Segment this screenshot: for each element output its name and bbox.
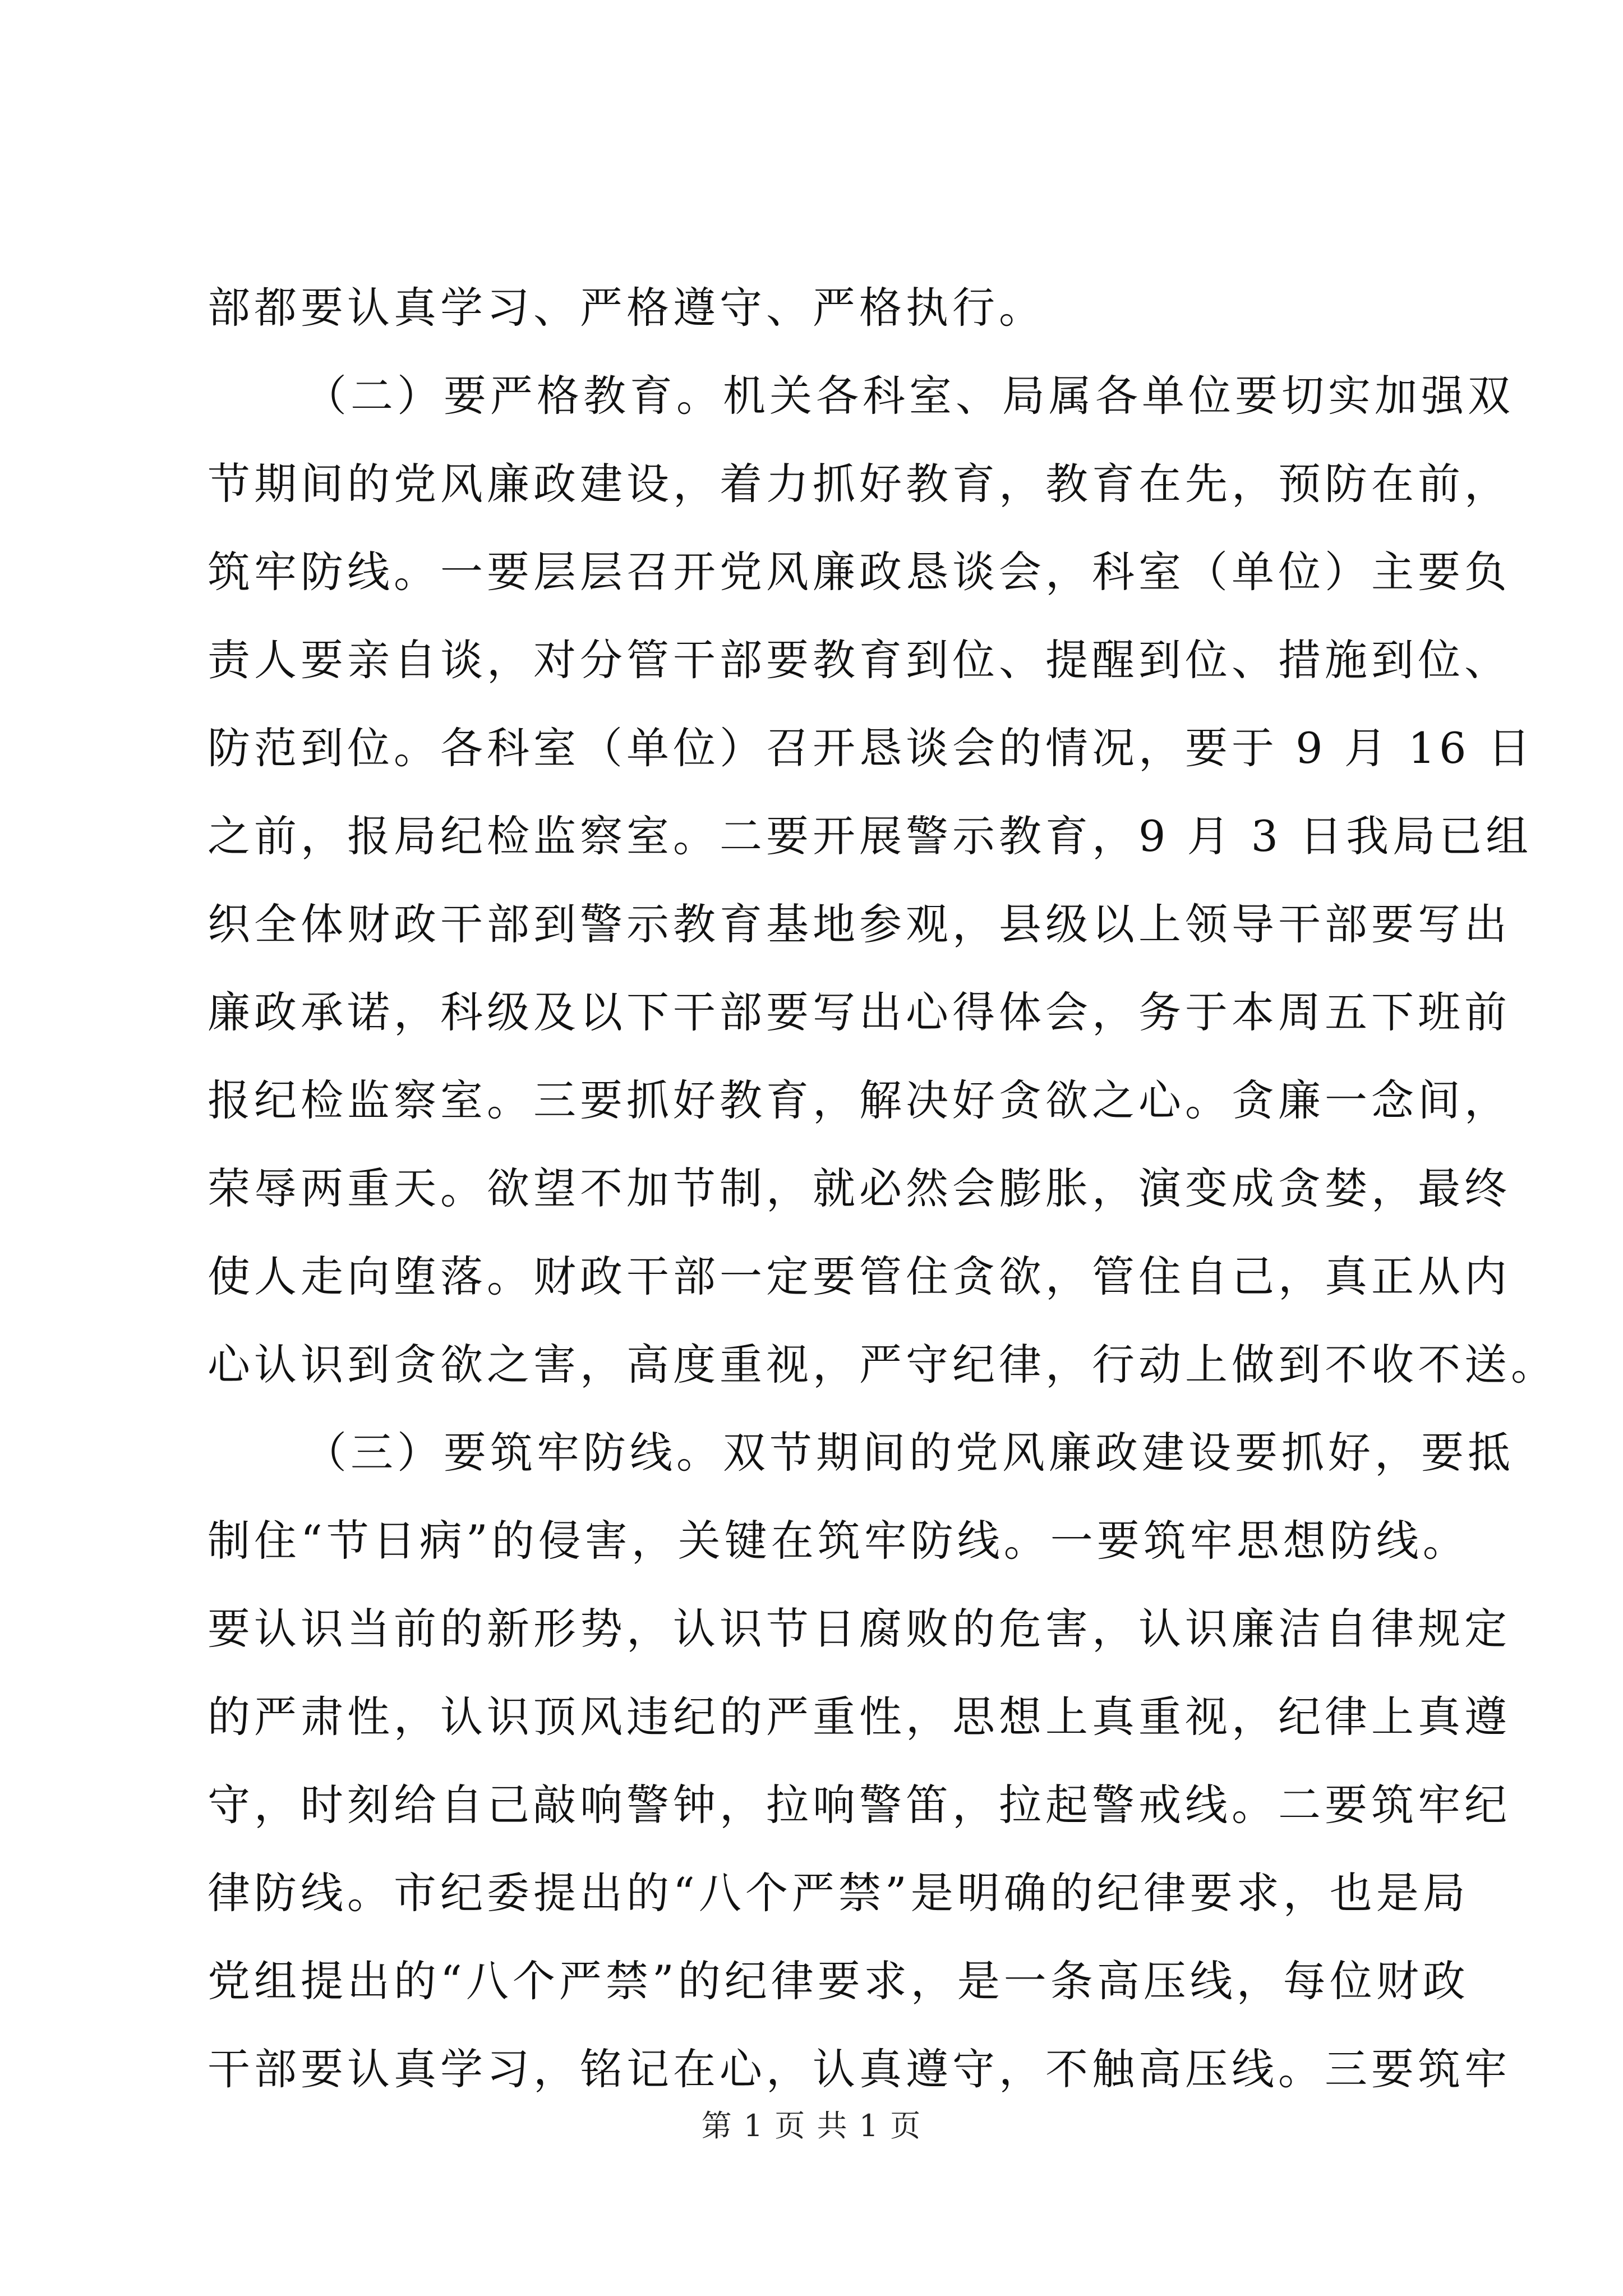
text-line: 荣辱两重天。欲望不加节制，就必然会膨胀，演变成贪婪，最终: [208, 1163, 1511, 1213]
text-line: 使人走向堕落。财政干部一定要管住贪欲，管住自己，真正从内: [208, 1251, 1511, 1301]
text-line: 筑牢防线。一要层层召开党风廉政恳谈会，科室（单位）主要负: [208, 547, 1511, 597]
text-line: 守，时刻给自己敲响警钟，拉响警笛，拉起警戒线。二要筑牢纪: [208, 1780, 1511, 1830]
text-line: 律防线。市纪委提出的“八个严禁”是明确的纪律要求，也是局: [208, 1868, 1469, 1918]
text-line: 廉政承诺，科级及以下干部要写出心得体会，务于本周五下班前: [208, 987, 1511, 1037]
document-body: [208, 264, 1557, 2113]
text-line: 要认识当前的新形势，认识节日腐败的危害，认识廉洁自律规定: [208, 1604, 1511, 1654]
paragraph-heading-line: （二）要严格教育。机关各科室、局属各单位要切实加强双: [304, 371, 1514, 421]
page-number-footer: 第 1 页 共 1 页: [701, 2108, 922, 2143]
text-line: 部都要认真学习、严格遵守、严格执行。: [208, 283, 1045, 333]
text-line: 干部要认真学习，铭记在心，认真遵守，不触高压线。三要筑牢: [208, 2044, 1511, 2094]
text-line: 制住“节日病”的侵害，关键在筑牢防线。一要筑牢思想防线。: [208, 1516, 1469, 1566]
text-line: 之前，报局纪检监察室。二要开展警示教育，9 月 3 日我局已组: [208, 811, 1533, 861]
text-line: 报纪检监察室。三要抓好教育，解决好贪欲之心。贪廉一念间，: [208, 1075, 1511, 1125]
text-line: 的严肃性，认识顶风违纪的严重性，思想上真重视，纪律上真遵: [208, 1692, 1511, 1742]
text-line: 党组提出的“八个严禁”的纪律要求，是一条高压线，每位财政: [208, 1956, 1469, 2006]
text-line: 心认识到贪欲之害，高度重视，严守纪律，行动上做到不收不送。: [208, 1340, 1557, 1389]
text-line: 防范到位。各科室（单位）召开恳谈会的情况，要于 9 月 16 日: [208, 723, 1534, 773]
text-line: 节期间的党风廉政建设，着力抓好教育，教育在先，预防在前，: [208, 459, 1511, 509]
text-line: 责人要亲自谈，对分管干部要教育到位、提醒到位、措施到位、: [208, 635, 1511, 685]
paragraph-heading-line: （三）要筑牢防线。双节期间的党风廉政建设要抓好，要抵: [304, 1428, 1514, 1478]
text-line: 织全体财政干部到警示教育基地参观，县级以上领导干部要写出: [208, 899, 1511, 949]
